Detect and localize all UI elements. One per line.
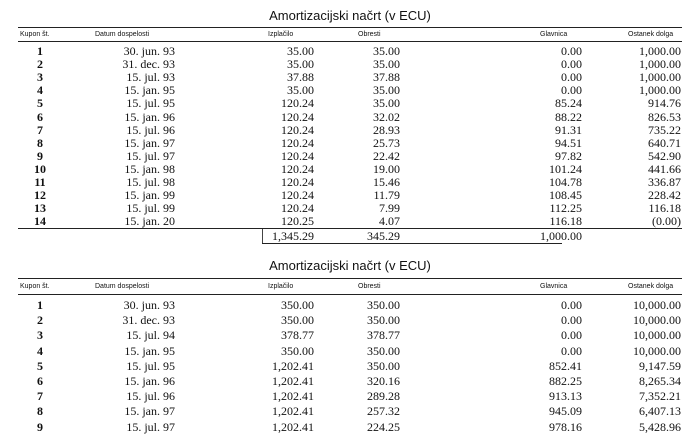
- cell-ostanek: 640.71: [648, 135, 681, 150]
- cell-glavnica: 0.00: [561, 328, 582, 343]
- cell-datum: 15. jan. 95: [124, 83, 175, 98]
- table-row: [0, 58, 700, 70]
- cell-obresti: 35.00: [373, 96, 400, 111]
- cell-kupon: 9: [37, 419, 43, 434]
- cell-obresti: 257.32: [367, 404, 400, 419]
- table1-total-obresti: 345.29: [367, 229, 400, 243]
- cell-glavnica: 97.82: [555, 148, 582, 163]
- table1-header-rule: [18, 41, 682, 42]
- cell-izplacilo: 120.24: [281, 135, 314, 150]
- table-row: [0, 163, 700, 175]
- table-row: [0, 45, 700, 57]
- cell-obresti: 15.46: [373, 175, 400, 189]
- cell-datum: 31. dec. 93: [122, 57, 175, 72]
- cell-izplacilo: 37.88: [287, 70, 314, 85]
- table2-header-obresti: Obresti: [358, 283, 381, 290]
- cell-izplacilo: 35.00: [287, 44, 314, 58]
- cell-kupon: 3: [37, 328, 43, 343]
- table2-header-kupon: Kupon št.: [20, 283, 50, 290]
- cell-obresti: 25.73: [373, 135, 400, 150]
- cell-glavnica: 978.16: [549, 419, 582, 434]
- table-row: [0, 71, 700, 83]
- cell-ostanek: 735.22: [648, 122, 681, 137]
- cell-datum: 15. jul. 97: [126, 419, 175, 434]
- table1-top-rule: [18, 27, 682, 28]
- cell-ostanek: 10,000.00: [633, 298, 681, 312]
- cell-izplacilo: 1,202.41: [272, 358, 314, 373]
- cell-izplacilo: 1,202.41: [272, 374, 314, 388]
- table2-header-datum: Datum dospelosti: [95, 283, 150, 290]
- cell-obresti: 350.00: [367, 313, 400, 328]
- cell-kupon: 13: [34, 201, 46, 216]
- cell-izplacilo: 35.00: [287, 57, 314, 72]
- cell-datum: 15. jul. 93: [126, 70, 175, 85]
- cell-glavnica: 101.24: [549, 161, 582, 176]
- cell-ostanek: 116.18: [648, 201, 681, 216]
- cell-izplacilo: 35.00: [287, 83, 314, 98]
- table-row: [0, 405, 700, 417]
- table1-header-izplacilo: Izplačilo: [268, 31, 294, 38]
- table-row: [0, 189, 700, 201]
- table2-title: Amortizacijski načrt (v ECU): [269, 258, 431, 273]
- table1-bottom-rule: [18, 228, 682, 229]
- cell-datum: 15. jan. 96: [124, 374, 175, 388]
- table1-header-obresti: Obresti: [358, 31, 381, 38]
- cell-obresti: 289.28: [367, 389, 400, 404]
- cell-kupon: 1: [37, 298, 43, 312]
- table-row: [0, 137, 700, 149]
- cell-kupon: 4: [37, 343, 43, 358]
- cell-izplacilo: 1,202.41: [272, 389, 314, 404]
- cell-obresti: 32.02: [373, 109, 400, 124]
- cell-datum: 15. jul. 97: [126, 148, 175, 163]
- cell-obresti: 28.93: [373, 122, 400, 137]
- cell-datum: 15. jan. 97: [124, 404, 175, 419]
- cell-datum: 30. jun. 93: [123, 298, 175, 312]
- table1-title: Amortizacijski načrt (v ECU): [269, 8, 431, 23]
- cell-ostanek: 10,000.00: [633, 313, 681, 328]
- cell-glavnica: 94.51: [555, 135, 582, 150]
- cell-ostanek: 1,000.00: [639, 57, 681, 72]
- cell-izplacilo: 378.77: [281, 328, 314, 343]
- table2-header-izplacilo: Izplačilo: [268, 283, 294, 290]
- table-row: [0, 84, 700, 96]
- cell-datum: 15. jul. 99: [126, 201, 175, 216]
- cell-izplacilo: 120.24: [281, 148, 314, 163]
- cell-glavnica: 108.45: [549, 188, 582, 203]
- cell-datum: 15. jul. 95: [126, 96, 175, 111]
- cell-glavnica: 85.24: [555, 96, 582, 111]
- cell-glavnica: 852.41: [549, 358, 582, 373]
- table1-header-kupon: Kupon št.: [20, 31, 50, 38]
- cell-ostanek: 6,407.13: [639, 404, 681, 419]
- table1-header-glavnica: Glavnica: [540, 31, 568, 38]
- cell-datum: 30. jun. 93: [123, 44, 175, 58]
- cell-kupon: 1: [37, 44, 43, 58]
- table2-header-glavnica: Glavnica: [540, 283, 568, 290]
- cell-ostanek: 542.90: [648, 148, 681, 163]
- cell-obresti: 35.00: [373, 83, 400, 98]
- cell-kupon: 6: [37, 374, 43, 388]
- table-row: [0, 329, 700, 341]
- cell-glavnica: 0.00: [561, 83, 582, 98]
- cell-kupon: 7: [37, 122, 43, 137]
- cell-kupon: 9: [37, 148, 43, 163]
- cell-obresti: 22.42: [373, 148, 400, 163]
- cell-kupon: 4: [37, 83, 43, 98]
- cell-ostanek: 1,000.00: [639, 44, 681, 58]
- cell-ostanek: 228.42: [648, 188, 681, 203]
- table-row: [0, 299, 700, 311]
- cell-kupon: 2: [37, 313, 43, 328]
- cell-glavnica: 112.25: [549, 201, 582, 216]
- table-row: [0, 124, 700, 136]
- cell-datum: 15. jan. 98: [124, 161, 175, 176]
- cell-izplacilo: 350.00: [281, 343, 314, 358]
- cell-kupon: 6: [37, 109, 43, 124]
- table-row: [0, 97, 700, 109]
- cell-izplacilo: 120.24: [281, 109, 314, 124]
- cell-ostanek: 9,147.59: [639, 358, 681, 373]
- cell-obresti: 350.00: [367, 298, 400, 312]
- cell-glavnica: 0.00: [561, 313, 582, 328]
- table1-total-izplacilo: 1,345.29: [272, 229, 314, 243]
- cell-glavnica: 913.13: [549, 389, 582, 404]
- table-row: [0, 314, 700, 326]
- cell-datum: 15. jan. 96: [124, 109, 175, 124]
- cell-kupon: 12: [34, 188, 46, 203]
- table-row: [0, 345, 700, 357]
- cell-ostanek: 914.76: [648, 96, 681, 111]
- cell-datum: 15. jan. 95: [124, 343, 175, 358]
- cell-izplacilo: 120.24: [281, 161, 314, 176]
- cell-ostanek: (0.00): [652, 214, 681, 229]
- cell-izplacilo: 120.24: [281, 188, 314, 203]
- cell-izplacilo: 120.25: [281, 214, 314, 229]
- cell-ostanek: 1,000.00: [639, 70, 681, 85]
- cell-glavnica: 116.18: [549, 214, 582, 229]
- table1-total-rule: [262, 243, 562, 244]
- cell-izplacilo: 1,202.41: [272, 419, 314, 434]
- cell-obresti: 4.07: [379, 214, 400, 229]
- cell-datum: 15. jul. 94: [126, 328, 175, 343]
- cell-kupon: 14: [34, 214, 46, 229]
- cell-ostanek: 1,000.00: [639, 83, 681, 98]
- table-row: [0, 375, 700, 387]
- table-row: [0, 150, 700, 162]
- cell-izplacilo: 120.24: [281, 96, 314, 111]
- cell-izplacilo: 120.24: [281, 201, 314, 216]
- cell-obresti: 35.00: [373, 44, 400, 58]
- cell-datum: 31. dec. 93: [122, 313, 175, 328]
- cell-obresti: 7.99: [379, 201, 400, 216]
- table2-header-ostanek: Ostanek dolga: [628, 283, 674, 290]
- table2-header-rule: [18, 294, 682, 295]
- cell-izplacilo: 350.00: [281, 298, 314, 312]
- cell-kupon: 11: [34, 175, 46, 189]
- cell-ostanek: 826.53: [648, 109, 681, 124]
- cell-izplacilo: 120.24: [281, 122, 314, 137]
- cell-ostanek: 441.66: [648, 161, 681, 176]
- cell-kupon: 3: [37, 70, 43, 85]
- cell-kupon: 7: [37, 389, 43, 404]
- table-row: [0, 360, 700, 372]
- cell-izplacilo: 350.00: [281, 313, 314, 328]
- table-row: [0, 421, 700, 433]
- table-row: [0, 176, 700, 188]
- cell-ostanek: 10,000.00: [633, 343, 681, 358]
- cell-obresti: 350.00: [367, 343, 400, 358]
- cell-datum: 15. jan. 20: [124, 214, 175, 229]
- cell-glavnica: 0.00: [561, 343, 582, 358]
- cell-datum: 15. jan. 99: [124, 188, 175, 203]
- cell-ostanek: 8,265.34: [639, 374, 681, 388]
- cell-obresti: 320.16: [367, 374, 400, 388]
- cell-glavnica: 0.00: [561, 70, 582, 85]
- table1-header-ostanek: Ostanek dolga: [628, 31, 674, 38]
- cell-datum: 15. jul. 96: [126, 389, 175, 404]
- table1-total-glavnica: 1,000.00: [540, 229, 582, 243]
- cell-kupon: 5: [37, 96, 43, 111]
- cell-datum: 15. jul. 98: [126, 175, 175, 189]
- cell-kupon: 8: [37, 135, 43, 150]
- cell-glavnica: 882.25: [549, 374, 582, 388]
- cell-obresti: 37.88: [373, 70, 400, 85]
- cell-glavnica: 88.22: [555, 109, 582, 124]
- cell-ostanek: 5,428.96: [639, 419, 681, 434]
- cell-kupon: 2: [37, 57, 43, 72]
- cell-glavnica: 0.00: [561, 44, 582, 58]
- cell-glavnica: 0.00: [561, 298, 582, 312]
- cell-datum: 15. jul. 96: [126, 122, 175, 137]
- cell-ostanek: 10,000.00: [633, 328, 681, 343]
- cell-datum: 15. jul. 95: [126, 358, 175, 373]
- cell-obresti: 11.79: [373, 188, 400, 203]
- cell-obresti: 35.00: [373, 57, 400, 72]
- table1-header-datum: Datum dospelosti: [95, 31, 150, 38]
- cell-kupon: 8: [37, 404, 43, 419]
- cell-ostanek: 336.87: [648, 175, 681, 189]
- table-row: [0, 111, 700, 123]
- cell-obresti: 350.00: [367, 358, 400, 373]
- cell-izplacilo: 120.24: [281, 175, 314, 189]
- cell-glavnica: 91.31: [555, 122, 582, 137]
- table-row: [0, 202, 700, 214]
- cell-glavnica: 104.78: [549, 175, 582, 189]
- table-row: [0, 215, 700, 227]
- cell-ostanek: 7,352.21: [639, 389, 681, 404]
- cell-obresti: 19.00: [373, 161, 400, 176]
- cell-datum: 15. jan. 97: [124, 135, 175, 150]
- cell-obresti: 378.77: [367, 328, 400, 343]
- cell-obresti: 224.25: [367, 419, 400, 434]
- cell-glavnica: 0.00: [561, 57, 582, 72]
- cell-izplacilo: 1,202.41: [272, 404, 314, 419]
- table-row: [0, 390, 700, 402]
- cell-kupon: 5: [37, 358, 43, 373]
- cell-kupon: 10: [34, 161, 46, 176]
- table2-top-rule: [18, 278, 682, 279]
- cell-glavnica: 945.09: [549, 404, 582, 419]
